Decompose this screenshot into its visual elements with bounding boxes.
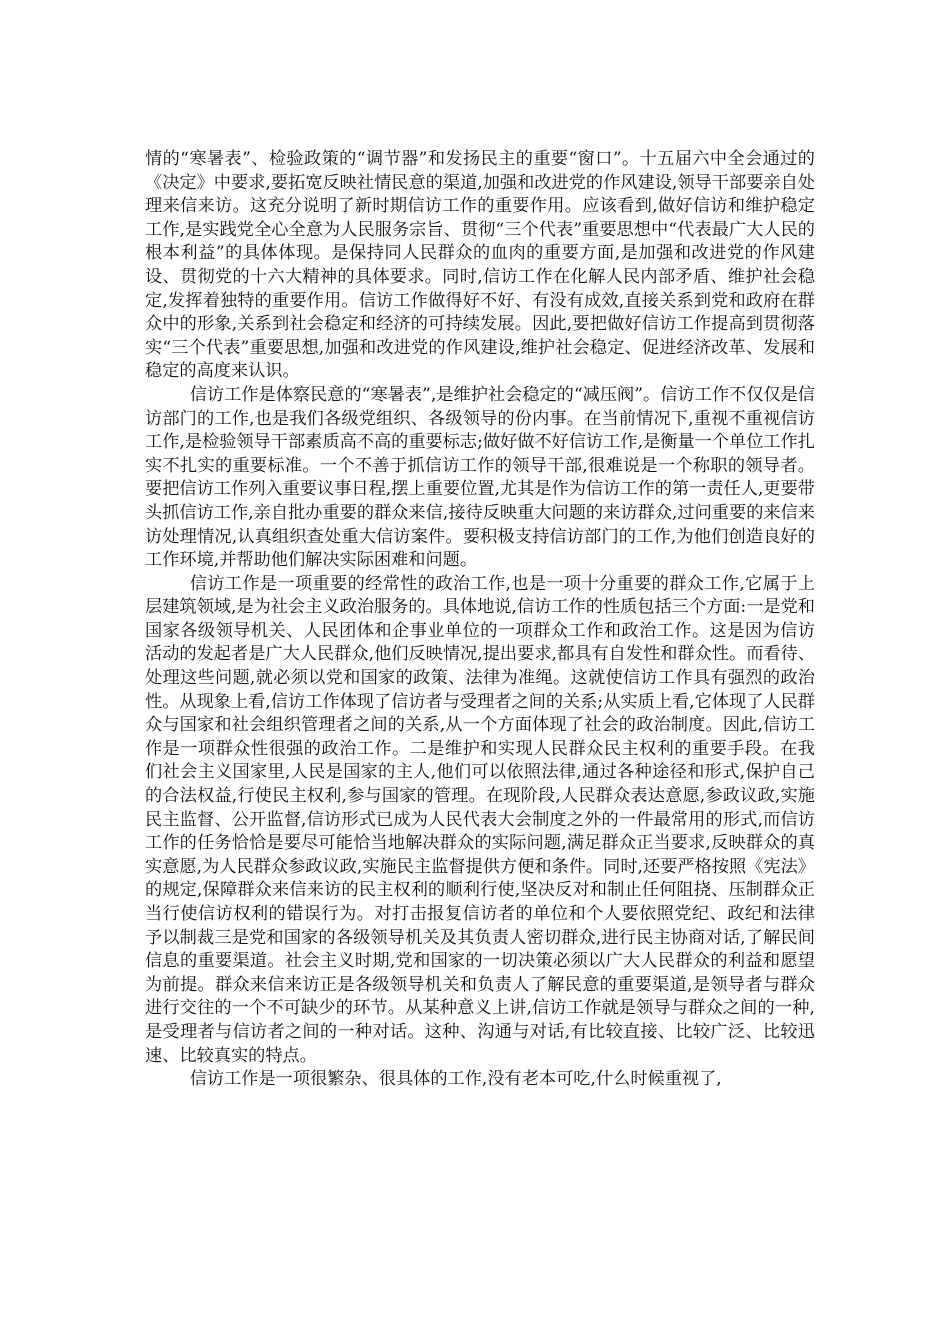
document-body [145,148,815,1092]
paragraph-4: 信访工作是一项很繁杂、很具体的工作,没有老本可吃,什么时候重视了, [189,1069,722,1090]
paragraph-2: 信访工作是体察民意的“寒暑表”,是维护社会稳定的“减压阀”。信访工作不仅仅是信访部门的工作,也是我们各级党组织、各级领导的份内事。在当前情况下,重视不重视信访工作,是检验领导干部素质高不高的重要标志;做好做不好信访工作,是衡量一个单位工作扎实不扎实的重要标准。一个不善于抓信访工作的领导干部,很难说是一个称职的领导者。要把信访工作列入重要议事日程,摆上重要位置,尤其是作为信访工作的第一责任人,更要带头抓信访工作,亲自批办重要的群众来信,接待反映重大问题的来访群众,过问重要的来信来访处理情况,认真组织查处重大信访案件。要积极支持信访部门的工作,为他们创造良好的工作环境,并帮助他们解决实际困难和问题。 [145,384,815,571]
paragraph-3: 信访工作是一项重要的经常性的政治工作,也是一项十分重要的群众工作,它属于上层建筑领域,是为社会主义政治服务的。具体地说,信访工作的性质包括三个方面:一是党和国家各级领导机关、人民团体和企事业单位的一项群众工作和政治工作。这是因为信访活动的发起者是广大人民群众,他们反映情况,提出要求,都具有自发性和群众性。而看待、处理这些问题,就必须以党和国家的政策、法律为准绳。这就使信访工作具有强烈的政治性。从现象上看,信访工作体现了信访者与受理者之间的关系;从实质上看,它体现了人民群众与国家和社会组织管理者之间的关系,从一个方面体现了社会的政治制度。因此,信访工作是一项群众性很强的政治工作。二是维护和实现人民群众民主权利的重要手段。在我们社会主义国家里,人民是国家的主人,他们可以依照法律,通过各种途径和形式,保护自己的合法权益,行使民主权利,参与国家的管理。在现阶段,人民群众表达意愿,参政议政,实施民主监督、公开监督,信访形式已成为人民代表大会制度之外的一件最常用的形式,而信访工作的任务恰恰是要尽可能恰当地解决群众的实际问题,满足群众正当要求,反映群众的真实意愿,为人民群众参政议政,实施民主监督提供方便和条件。同时,还要严格按照《宪法》的规定,保障群众来信来访的民主权利的顺利行使,坚决反对和制止任何阻挠、压制群众正当行使信访权利的错误行为。对打击报复信访者的单位和个人要依照党纪、政纪和法律予以制裁三是党和国家的各级领导机关及其负责人密切群众,进行民主协商对话,了解民间信息的重要渠道。社会主义时期,党和国家的一切决策必须以广大人民群众的利益和愿望为前提。群众来信来访正是各级领导机关和负责人了解民意的重要渠道,是领导者与群众进行交往的一个不可缺少的环节。从某种意义上讲,信访工作就是领导与群众之间的一种,是受理者与信访者之间的一种对话。这种、沟通与对话,有比较直接、比较广泛、比较迅速、比较真实的特点。 [145,573,815,1066]
paragraph-1: 情的“寒暑表”、检验政策的“调节器”和发扬民主的重要“窗口”。十五届六中全会通过的《决定》中要求,要拓宽反映社情民意的渠道,加强和改进党的作风建设,领导干部要亲自处理来信来访。这充分说明了新时期信访工作的重要作用。应该看到,做好信访和维护稳定工作,是实践党全心全意为人民服务宗旨、贯彻“三个代表”重要思想中“代表最广大人民的根本利益”的具体体现。是保持同人民群众的血肉的重要方面,是加强和改进党的作风建设、贯彻党的十六大精神的具体要求。同时,信访工作在化解人民内部矛盾、维护社会稳定,发挥着独特的重要作用。信访工作做得好不好、有没有成效,直接关系到党和政府在群众中的形象,关系到社会稳定和经济的可持续发展。因此,要把做好信访工作提高到贯彻落实“三个代表”重要思想,加强和改进党的作风建设,维护社会稳定、促进经济改革、发展和稳定的高度来认识。 [145,149,815,382]
